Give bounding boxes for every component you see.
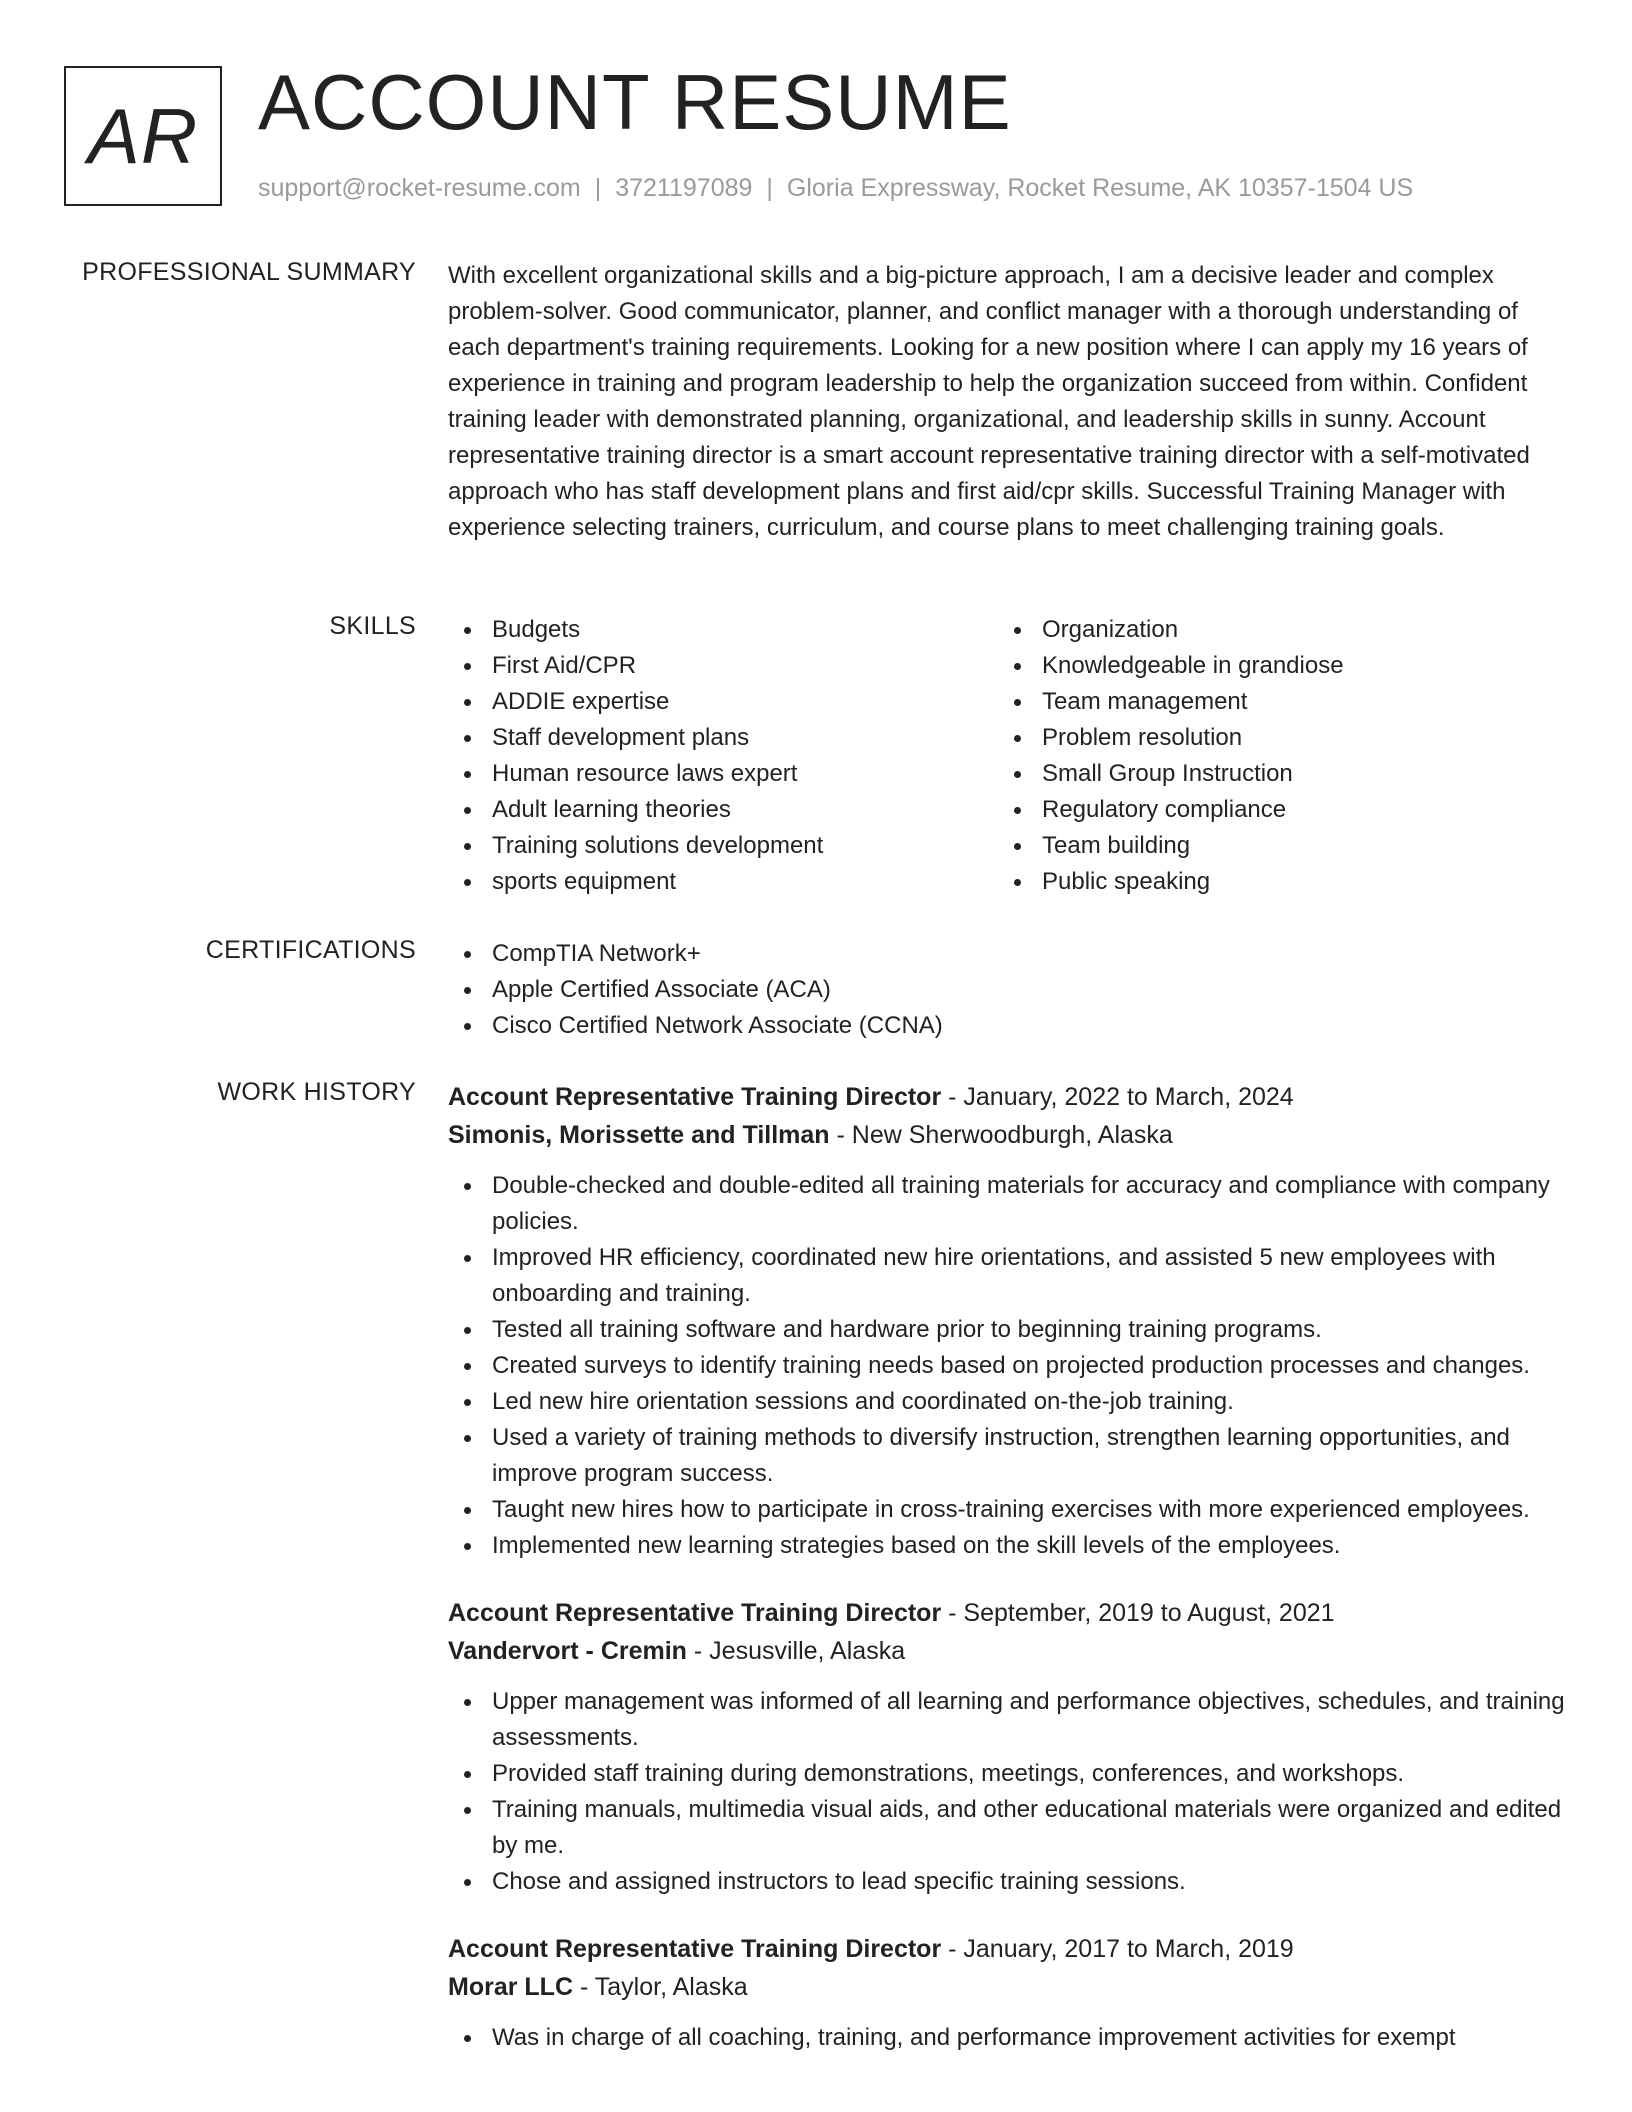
- contact-line: [258, 174, 1413, 203]
- list-item: Chose and assigned instructors to lead specific training sessions.: [448, 1864, 1570, 1900]
- job-bullets: [448, 2020, 1570, 2056]
- list-item: Provided staff training during demonstrations, meetings, conferences, and workshops.: [448, 1756, 1570, 1792]
- list-item: Regulatory compliance: [998, 792, 1548, 828]
- contact-phone: 3721197089: [615, 174, 753, 202]
- job-title: Account Representative Training Director: [448, 1083, 942, 1111]
- summary-text: With excellent organizational skills and a big-picture approach, I am a decisive leader and complex problem-solver. Good communicator, planner, and conflict manager with a thorough understanding of each department's training requirements. Looking for a new position where I can apply my 16 years of experience in training and program leadership to help the organization succeed from within. Confident training leader with demonstrated planning, organizational, and leadership skills in sunny. Account representative training director is a smart account representative training director with a self-motivated approach who has staff development plans and first aid/cpr skills. Successful Training Manager with experience selecting trainers, curriculum, and course plans to meet challenging training goals.: [448, 262, 1530, 541]
- list-item: Tested all training software and hardware prior to beginning training programs.: [448, 1312, 1570, 1348]
- certifications-list: [448, 936, 1570, 1044]
- job-location: Jesusville, Alaska: [709, 1637, 906, 1665]
- job-bullets: [448, 1684, 1570, 1900]
- list-item: sports equipment: [448, 864, 998, 900]
- skills-label: SKILLS: [329, 612, 416, 640]
- job-company: Morar LLC: [448, 1973, 573, 2001]
- list-item: Cisco Certified Network Associate (CCNA): [448, 1008, 1570, 1044]
- contact-email: support@rocket-resume.com: [258, 174, 581, 202]
- list-item: Human resource laws expert: [448, 756, 998, 792]
- list-item: Knowledgeable in grandiose: [998, 648, 1548, 684]
- list-item: Organization: [998, 612, 1548, 648]
- list-item: Apple Certified Associate (ACA): [448, 972, 1570, 1008]
- work-history-body: [448, 1078, 1570, 2086]
- list-item: Taught new hires how to participate in cross-training exercises with more experienced employees.: [448, 1492, 1570, 1528]
- job-dates-separator: -: [941, 1599, 964, 1627]
- list-item: Upper management was informed of all learning and performance objectives, schedules, and training assessments.: [448, 1684, 1570, 1756]
- job-entry: [448, 1594, 1570, 1900]
- job-dates-separator: -: [941, 1935, 964, 1963]
- list-item: Implemented new learning strategies based on the skill levels of the employees.: [448, 1528, 1570, 1564]
- job-dates: January, 2022 to March, 2024: [963, 1083, 1294, 1111]
- job-dates: September, 2019 to August, 2021: [963, 1599, 1335, 1627]
- job-dates-separator: -: [941, 1083, 964, 1111]
- job-bullets: [448, 1168, 1570, 1564]
- list-item: ADDIE expertise: [448, 684, 998, 720]
- list-item: Double-checked and double-edited all training materials for accuracy and compliance with company policies.: [448, 1168, 1570, 1240]
- job-company: Vandervort - Cremin: [448, 1637, 687, 1665]
- job-title-line: [448, 1078, 1570, 1116]
- list-item: Training manuals, multimedia visual aids, and other educational materials were organized and edited by me.: [448, 1792, 1570, 1864]
- list-item: Problem resolution: [998, 720, 1548, 756]
- list-item: Team management: [998, 684, 1548, 720]
- summary-body: [448, 258, 1570, 546]
- list-item: Public speaking: [998, 864, 1548, 900]
- summary-label: PROFESSIONAL SUMMARY: [82, 258, 416, 286]
- job-location-separator: -: [829, 1121, 852, 1149]
- contact-separator: |: [594, 174, 602, 202]
- list-item: Adult learning theories: [448, 792, 998, 828]
- skills-list-left: [448, 612, 998, 900]
- skills-list-right: [998, 612, 1548, 900]
- contact-separator: |: [766, 174, 773, 202]
- list-item: Created surveys to identify training needs based on projected production processes and changes.: [448, 1348, 1570, 1384]
- job-location: New Sherwoodburgh, Alaska: [851, 1121, 1173, 1149]
- job-title-line: [448, 1594, 1570, 1632]
- list-item: CompTIA Network+: [448, 936, 1570, 972]
- job-company-line: [448, 1968, 1570, 2006]
- contact-address: Gloria Expressway, Rocket Resume, AK 10357-1504 US: [786, 174, 1414, 202]
- certifications-label: CERTIFICATIONS: [205, 936, 416, 964]
- job-title: Account Representative Training Director: [448, 1935, 942, 1963]
- job-title-line: [448, 1930, 1570, 1968]
- certifications-body: [448, 936, 1570, 1044]
- list-item: Led new hire orientation sessions and coordinated on-the-job training.: [448, 1384, 1570, 1420]
- list-item: Team building: [998, 828, 1548, 864]
- list-item: Small Group Instruction: [998, 756, 1548, 792]
- list-item: Staff development plans: [448, 720, 998, 756]
- list-item: Training solutions development: [448, 828, 998, 864]
- job-company: Simonis, Morissette and Tillman: [448, 1121, 830, 1149]
- job-company-line: [448, 1632, 1570, 1670]
- monogram-box: AR: [64, 66, 222, 206]
- job-company-line: [448, 1116, 1570, 1154]
- resume-header: [64, 58, 1572, 210]
- job-location: Taylor, Alaska: [594, 1973, 748, 2001]
- list-item: Was in charge of all coaching, training, and performance improvement activities for exempt: [448, 2020, 1570, 2056]
- job-entry: [448, 1930, 1570, 2056]
- list-item: First Aid/CPR: [448, 648, 998, 684]
- work-history-label: WORK HISTORY: [217, 1078, 416, 1106]
- job-title: Account Representative Training Director: [448, 1599, 942, 1627]
- job-dates: January, 2017 to March, 2019: [963, 1935, 1294, 1963]
- job-location-separator: -: [686, 1637, 710, 1665]
- list-item: Budgets: [448, 612, 998, 648]
- job-entry: [448, 1078, 1570, 1564]
- list-item: Used a variety of training methods to diversify instruction, strengthen learning opportunities, and improve program success.: [448, 1420, 1570, 1492]
- resume-name: ACCOUNT RESUME: [258, 58, 1012, 146]
- job-location-separator: -: [573, 1973, 595, 2001]
- list-item: Improved HR efficiency, coordinated new hire orientations, and assisted 5 new employees with onboarding and training.: [448, 1240, 1570, 1312]
- skills-body: [448, 612, 1570, 900]
